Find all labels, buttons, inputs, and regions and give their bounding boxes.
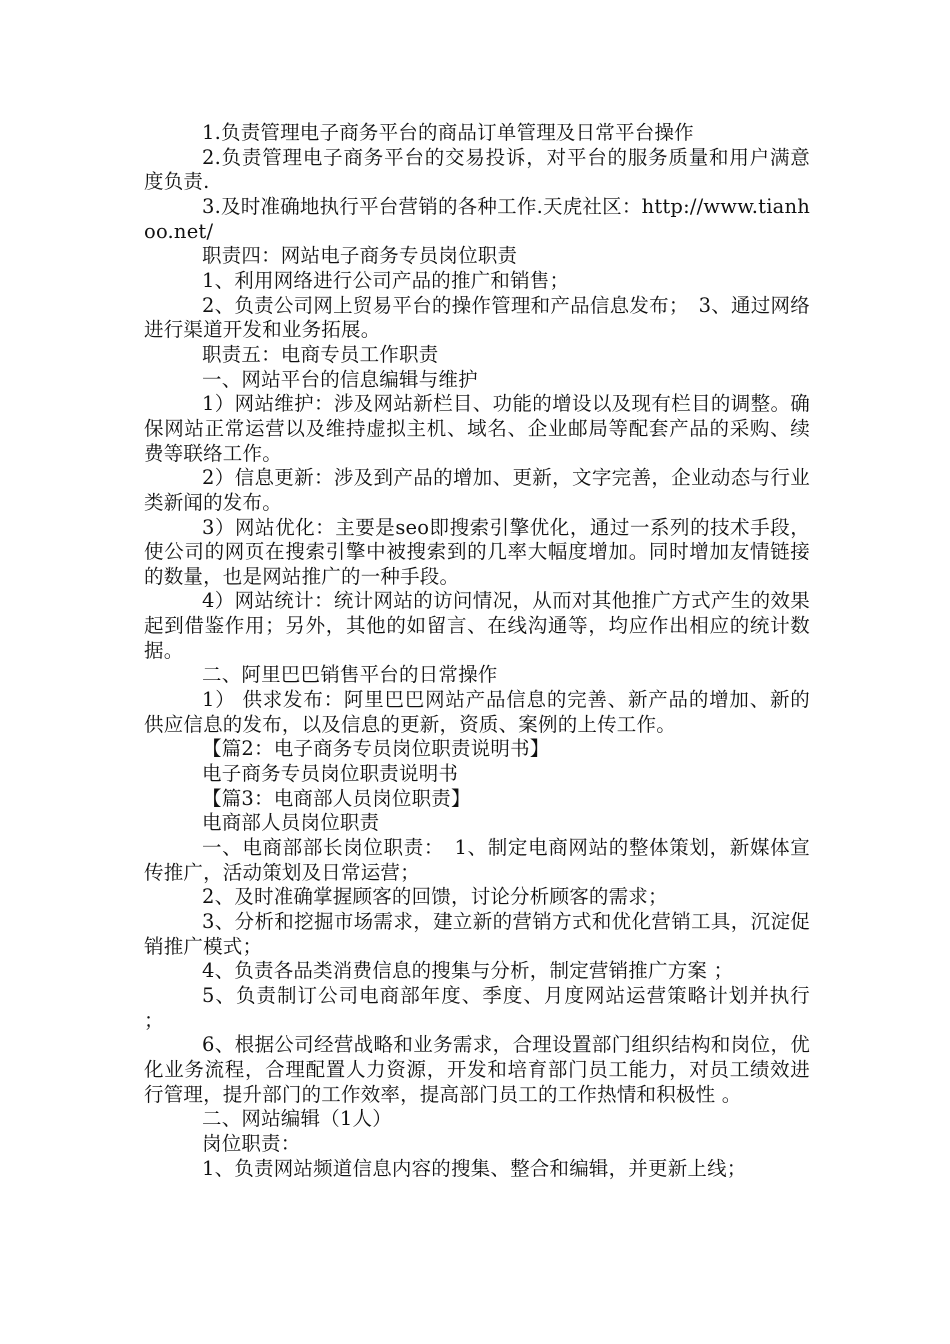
paragraph: 1）网站维护：涉及网站新栏目、功能的增设以及现有栏目的调整。确保网站正常运营以及维持虚拟主机、域名、企业邮局等配套产品的采购、续费等联络工作。 <box>144 392 810 465</box>
paragraph: 6、根据公司经营战略和业务需求，合理设置部门组织结构和岗位，优化业务流程，合理配置人力资源，开发和培育部门员工能力，对员工绩效进行管理，提升部门的工作效率，提高部门员工的工作热情和积极性 。 <box>144 1033 810 1106</box>
paragraph: 2）信息更新：涉及到产品的增加、更新，文字完善，企业动态与行业类新闻的发布。 <box>144 466 810 514</box>
paragraph: 3.及时准确地执行平台营销的各种工作.天虎社区：http://www.tianhoo.net/ <box>144 194 810 243</box>
paragraph: 2.负责管理电子商务平台的交易投诉，对平台的服务质量和用户满意度负责. <box>144 145 810 194</box>
chapter-heading: 【篇3：电商部人员岗位职责】 <box>202 786 471 810</box>
paragraph: 3、分析和挖掘市场需求，建立新的营销方式和优化营销工具，沉淀促销推广模式； <box>144 910 810 958</box>
paragraph: 一、电商部部长岗位职责： 1、制定电商网站的整体策划，新媒体宣传推广，活动策划及日常运营； <box>144 836 810 884</box>
paragraph: 1、利用网络进行公司产品的推广和销售； <box>202 268 570 292</box>
paragraph: 2、及时准确掌握顾客的回馈，讨论分析顾客的需求； <box>202 885 668 909</box>
paragraph: 4）网站统计：统计网站的访问情况，从而对其他推广方式产生的效果起到借鉴作用；另外，其他的如留言、在线沟通等，均应作出相应的统计数据。 <box>144 589 810 662</box>
paragraph: 1.负责管理电子商务平台的商品订单管理及日常平台操作 <box>202 121 694 144</box>
paragraph: 电子商务专员岗位职责说明书 <box>202 762 459 786</box>
subsection-heading: 二、阿里巴巴销售平台的日常操作 <box>202 663 498 687</box>
subsection-heading: 二、网站编辑（1人） <box>202 1107 392 1131</box>
section-heading: 职责五：电商专员工作职责 <box>202 342 439 366</box>
paragraph: 1、负责网站频道信息内容的搜集、整合和编辑，并更新上线； <box>202 1156 747 1180</box>
subsection-heading: 一、网站平台的信息编辑与维护 <box>202 367 478 391</box>
chapter-heading: 【篇2：电子商务专员岗位职责说明书】 <box>202 737 550 761</box>
document-body <box>144 121 810 1181</box>
section-heading: 职责四：网站电子商务专员岗位职责 <box>202 244 518 268</box>
paragraph: 岗位职责： <box>202 1131 301 1155</box>
paragraph: 电商部人员岗位职责 <box>202 811 380 835</box>
paragraph: 3）网站优化：主要是seo即搜索引擎优化，通过一系列的技术手段，使公司的网页在搜索引擎中被搜索到的几率大幅度增加。同时增加友情链接的数量，也是网站推广的一种手段。 <box>144 515 810 588</box>
paragraph: 1） 供求发布：阿里巴巴网站产品信息的完善、新产品的增加、新的供应信息的发布，以及信息的更新，资质、案例的上传工作。 <box>144 688 810 736</box>
paragraph: 4、负责各品类消费信息的搜集与分析，制定营销推广方案 ； <box>202 959 734 983</box>
paragraph: 5、负责制订公司电商部年度、季度、月度网站运营策略计划并执行 ； <box>144 983 810 1032</box>
paragraph: 2、负责公司网上贸易平台的操作管理和产品信息发布； 3、通过网络进行渠道开发和业务拓展。 <box>144 293 810 342</box>
